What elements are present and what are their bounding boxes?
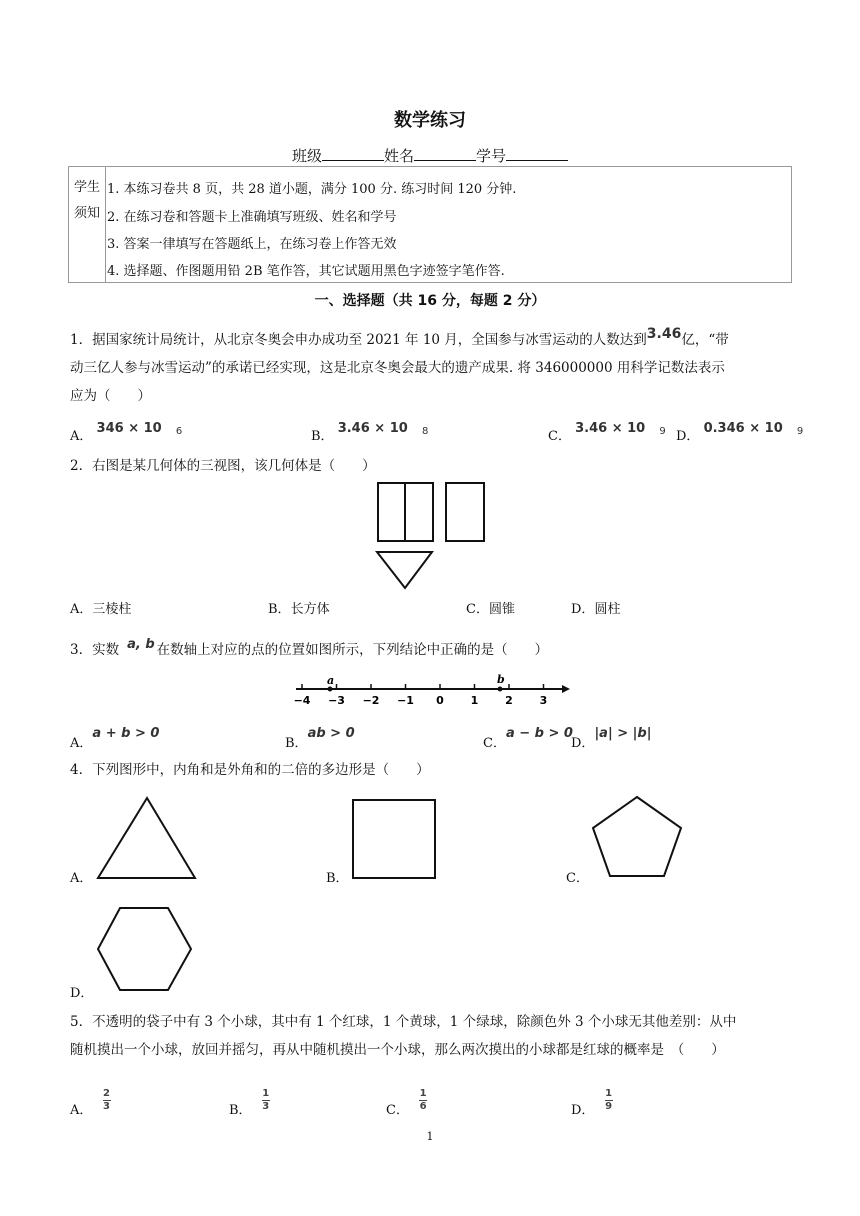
class-blank — [322, 147, 384, 161]
question-5-line-2: 随机摸出一个小球，放回并摇匀，再从中随机摸出一个小球，那么两次摸出的小球都是红球的概率是 （ ） — [70, 1042, 725, 1058]
axis-tick-label: 0 — [436, 694, 444, 707]
question-3-text: 3．实数 a, b 在数轴上对应的点的位置如图所示，下列结论中正确的是（ ） — [70, 637, 549, 658]
q1-option-b[interactable]: B． 3.46 × 10 $^8$ — [311, 421, 429, 444]
section-heading: 一、选择题（共 16 分，每题 2 分） — [314, 293, 546, 309]
axis-tick-label: 3 — [539, 694, 548, 707]
q5-option-c[interactable]: C． $\frac{1}{6}$ — [386, 1088, 427, 1118]
hexagon-figure — [96, 905, 194, 993]
number-blank — [506, 147, 568, 161]
notice-item: 2. 在练习卷和答题卡上准确填写班级、姓名和学号 — [107, 210, 397, 225]
side-view-rect — [446, 483, 484, 541]
page-number: 1 — [426, 1130, 434, 1143]
axis-tick-label: −4 — [293, 694, 311, 707]
axis-tick-label: 2 — [505, 694, 513, 707]
axis-tick-label: 1 — [470, 694, 479, 707]
class-label: 班级 — [291, 147, 322, 165]
q1-option-d[interactable]: D． 0.346 × 10 $^9$ — [676, 421, 804, 444]
notice-item: 3. 答案一律填写在答题纸上，在练习卷上作答无效 — [107, 237, 397, 252]
q3-option-b[interactable]: B．ab > 0 — [285, 726, 355, 751]
top-view-triangle — [377, 552, 432, 588]
question-2-text: 2．右图是某几何体的三视图，该几何体是（ ） — [70, 458, 376, 474]
notice-item: 1. 本练习卷共 8 页，共 28 道小题，满分 100 分. 练习时间 120 分钟. — [107, 182, 517, 197]
q2-option-d[interactable]: D．圆柱 — [571, 602, 621, 617]
q1-option-c[interactable]: C． 3.46 × 10 $^9$ — [548, 421, 666, 444]
point-b — [498, 687, 503, 692]
notice-item: 4. 选择题、作图题用铅 2B 笔作答，其它试题用黑色字迹签字笔作答. — [107, 264, 505, 279]
name-label: 姓名 — [383, 147, 414, 165]
point-b-label: b — [497, 673, 505, 686]
three-view-figure — [370, 480, 490, 595]
q2-option-c[interactable]: C．圆锥 — [466, 602, 515, 617]
axis-tick-label: −2 — [362, 694, 380, 707]
q4-option-b[interactable]: B． — [326, 871, 349, 886]
square-figure — [350, 797, 440, 883]
question-4-text: 4．下列图形中，内角和是外角和的二倍的多边形是（ ） — [70, 762, 430, 778]
q1-option-a[interactable]: A． 346 × 10 $^6$ — [70, 421, 183, 444]
question-1-line-3: 应为（ ） — [70, 388, 151, 404]
q4-option-c[interactable]: C． — [566, 871, 589, 886]
math-value: 3.46 — [646, 326, 682, 342]
page-title: 数学练习 — [394, 110, 466, 131]
name-blank — [414, 147, 476, 161]
q5-option-d[interactable]: D． $\frac{1}{9}$ — [571, 1088, 613, 1118]
point-a — [328, 687, 333, 692]
axis-tick-label: −3 — [328, 694, 345, 707]
q5-option-b[interactable]: B． $\frac{1}{3}$ — [229, 1088, 270, 1118]
q2-option-a[interactable]: A．三棱柱 — [70, 602, 132, 617]
q3-option-c[interactable]: C．a − b > 0 — [483, 726, 573, 751]
math-vars: a, b — [127, 637, 155, 652]
notice-side-label: 学生 须知 — [69, 167, 106, 282]
q2-option-b[interactable]: B．长方体 — [268, 602, 330, 617]
pentagon-figure — [590, 794, 684, 880]
student-info-line — [0, 145, 860, 166]
question-1-line-2: 动三亿人参与冰雪运动”的承诺已经实现，这是北京冬奥会最大的遗产成果. 将 346000000 用科学记数法表示 — [70, 360, 725, 376]
q5-option-a[interactable]: A． $\frac{2}{3}$ — [70, 1088, 111, 1118]
q3-option-d[interactable]: D．|a| > |b| — [571, 726, 652, 751]
question-5-line-1: 5．不透明的袋子中有 3 个小球，其中有 1 个红球，1 个黄球，1 个绿球，除颜色外 3 个小球无其他差别：从中 — [70, 1014, 737, 1030]
question-1-line-1: 1．据国家统计局统计，从北京冬奥会申办成功至 2021 年 10 月，全国参与冰雪运动的人数达到3.46亿，“带 — [70, 326, 729, 348]
q4-option-d[interactable]: D． — [70, 986, 94, 1001]
axis-tick-label: −1 — [397, 694, 414, 707]
number-line — [290, 672, 580, 710]
q3-option-a[interactable]: A．a + b > 0 — [70, 726, 160, 751]
point-a-label: a — [327, 674, 335, 687]
q4-option-a[interactable]: A． — [70, 871, 93, 886]
notice-box — [68, 166, 792, 283]
triangle-figure — [96, 796, 198, 882]
number-label: 学号 — [476, 147, 507, 165]
